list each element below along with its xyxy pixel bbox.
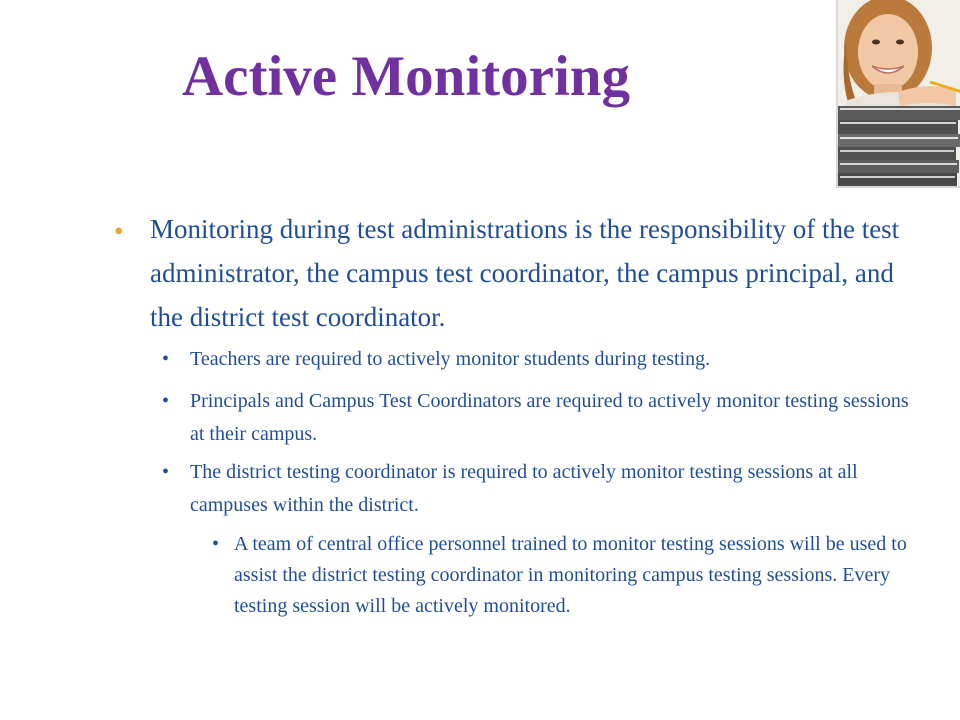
bullet-marker: • <box>162 390 170 412</box>
bullet-marker: • <box>114 216 124 246</box>
bullet-level1: Monitoring during test administrations is the responsibility of the test administrator, the campus test coordinator, the campus principal, and the district test coordinator. <box>150 214 900 332</box>
bullet-marker: • <box>212 533 220 555</box>
bullet-level3-central-office-team: A team of central office personnel trained to monitor testing sessions will be used to assist the district testing coordinator in monitoring campus testing sessions. Every testing session will be actively monitored. <box>234 533 907 617</box>
bullet-marker: • <box>162 461 170 483</box>
bullet-marker: • <box>162 348 170 370</box>
bullet-level2-teachers: Teachers are required to actively monitor students during testing. <box>190 348 711 370</box>
slide-title: Active Monitoring <box>182 45 630 108</box>
student-with-books-photo <box>836 0 960 188</box>
bullet-level2-district-coordinator: The district testing coordinator is required to actively monitor testing sessions at all campuses within the district. <box>190 461 858 516</box>
bullet-level2-principals: Principals and Campus Test Coordinators are required to actively monitor testing sessions at their campus. <box>190 390 909 445</box>
